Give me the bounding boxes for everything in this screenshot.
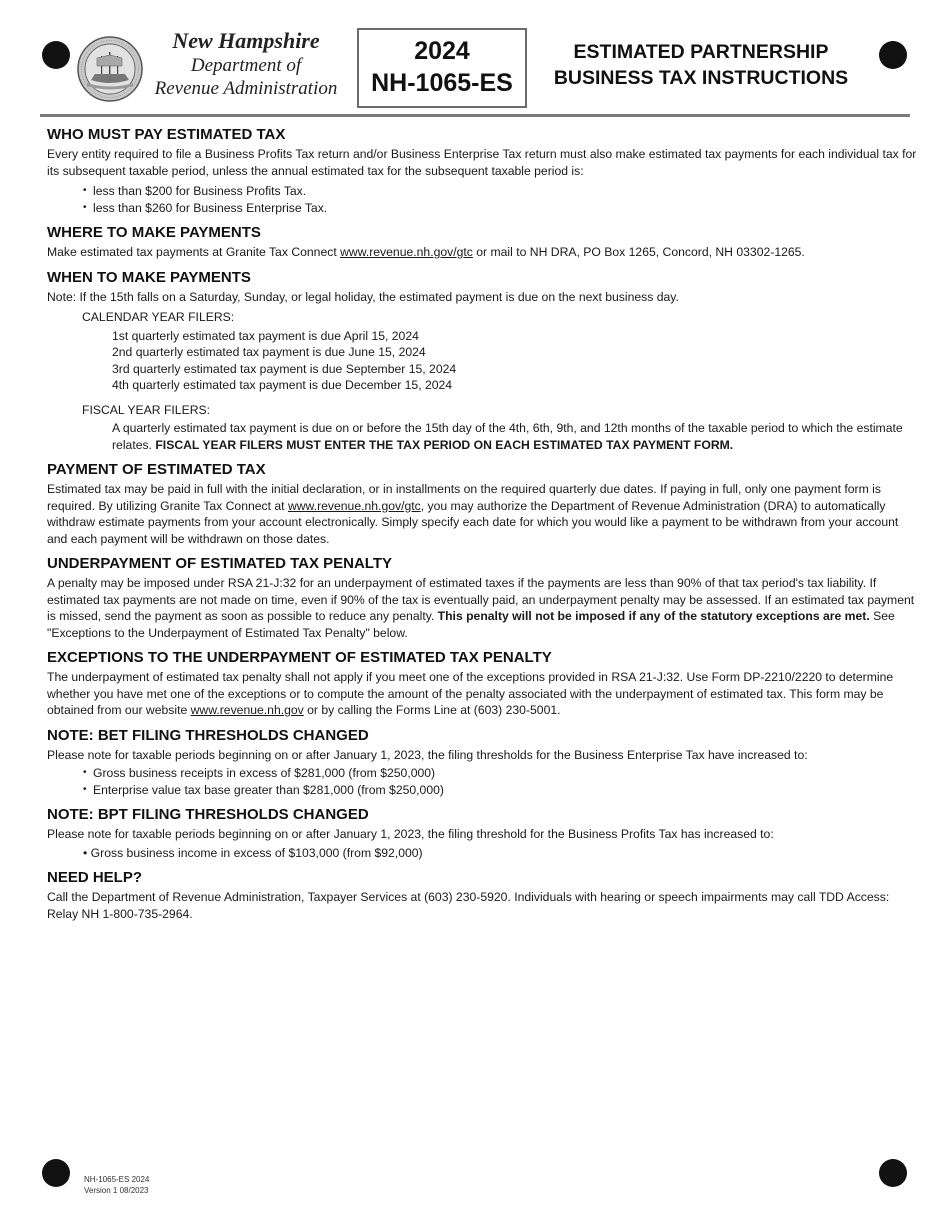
text-run: , you may authorize the Department of Revenue Administration (DRA) to automatically withdraw estimate payments from your account electronically. Simply specify each date for which you would like a payment to be withdrawn from your account and each payment will be withdrawn on those dates. <box>47 498 899 546</box>
footer-form-id: NH-1065-ES 2024 <box>84 1175 150 1184</box>
form-number: NH-1065-ES <box>371 69 513 97</box>
section-body: Please note for taxable periods beginning on or after January 1, 2023, the filing threshold for the Business Profits Tax has increased to: <box>47 827 774 841</box>
registration-mark <box>879 41 907 69</box>
title-line: ESTIMATED PARTNERSHIP <box>573 41 829 63</box>
text-run: See "Exceptions to the Underpayment of Estimated Tax Penalty" below. <box>47 609 895 640</box>
section-body: Every entity required to file a Business Profits Tax return and/or Business Enterprise Tax return must also make estimated tax payments for each individual tax for its subsequent taxable period, unless the annual estimated tax for the subsequent taxable period is: <box>47 147 917 178</box>
text-run: A penalty may be imposed under RSA 21-J:32 for an underpayment of estimated taxes if the payments are less than 90% of that tax period's tax liability. If estimated tax payments are not made on time, even if 90% of the tax is eventually paid, an underpayment penalty may be assessed. If an estimated tax payment is missed, send the payment as soon as possible to reduce any penalty. <box>47 576 915 623</box>
section-heading: PAYMENT OF ESTIMATED TAX <box>47 461 266 478</box>
section-note: Note: If the 15th falls on a Saturday, Sunday, or legal holiday, the estimated payment is due on the next business day. <box>47 289 679 304</box>
section-heading: UNDERPAYMENT OF ESTIMATED TAX PENALTY <box>47 555 393 572</box>
section-body <box>47 669 919 719</box>
schedule-item: 1st quarterly estimated tax payment is due April 15, 2024 <box>112 328 419 343</box>
registration-mark <box>879 1159 907 1187</box>
calendar-schedule <box>112 328 919 394</box>
section-heading: NOTE: BPT FILING THRESHOLDS CHANGED <box>47 806 369 823</box>
schedule-item: 2nd quarterly estimated tax payment is due June 15, 2024 <box>112 345 426 359</box>
gtc-link[interactable]: www.revenue.nh.gov/gtc <box>287 498 421 513</box>
text-run: or by calling the Forms Line at (603) 230-5001. <box>303 703 561 717</box>
form-id-box <box>357 28 527 108</box>
text-run: or mail to NH DRA, PO Box 1265, Concord, NH 03302-1265. <box>472 245 805 259</box>
list-item: • less than $200 for Business Profits Tax. <box>83 183 919 200</box>
emphasis-text: FISCAL YEAR FILERS MUST ENTER THE TAX PERIOD ON EACH ESTIMATED TAX PAYMENT FORM. <box>155 437 734 452</box>
text-run: Make estimated tax payments at Granite Tax Connect <box>47 245 341 259</box>
schedule-item: 3rd quarterly estimated tax payment is due September 15, 2024 <box>112 361 457 376</box>
section-body <box>47 481 919 547</box>
bet-thresholds-section <box>47 725 919 799</box>
website-link[interactable]: www.revenue.nh.gov <box>190 703 304 717</box>
section-heading: NOTE: BET FILING THRESHOLDS CHANGED <box>47 726 369 744</box>
header-divider <box>40 114 910 117</box>
fiscal-filers-label: FISCAL YEAR FILERS: <box>82 402 211 417</box>
emphasis-text: This penalty will not be imposed if any of the statutory exceptions are met. <box>437 609 870 623</box>
list-item: • less than $260 for Business Enterprise Tax. <box>83 200 919 217</box>
registration-mark <box>42 41 70 69</box>
who-must-pay-section <box>47 124 919 216</box>
section-body <box>47 575 919 641</box>
list-item: • Enterprise value tax base greater than $281,000 (from $250,000) <box>83 782 919 799</box>
section-body: Please note for taxable periods beginning on or after January 1, 2023, the filing thresholds for the Business Enterprise Tax have increased to: <box>47 747 808 762</box>
text-run: The underpayment of estimated tax penalty shall not apply if you meet one of the exceptions provided in RSA 21-J:32. Use Form DP-2210/2220 to determine whether you have met one of the exceptions or to compute the amount of the penalty associated with the underpayment of estimated tax. This form may be obtained from our website <box>47 670 894 717</box>
section-body <box>47 244 919 261</box>
list-item: • Gross business receipts in excess of $281,000 (from $250,000) <box>83 765 919 782</box>
form-footer <box>84 1174 149 1196</box>
exceptions-section <box>47 647 919 719</box>
section-heading: EXCEPTIONS TO THE UNDERPAYMENT OF ESTIMATED TAX PENALTY <box>47 649 552 666</box>
page-title <box>540 39 862 91</box>
registration-mark <box>42 1159 70 1187</box>
department-name <box>142 28 350 100</box>
schedule-item: 4th quarterly estimated tax payment is due December 15, 2024 <box>112 378 453 392</box>
calendar-filers-label: CALENDAR YEAR FILERS: <box>82 310 235 324</box>
department-line: Department of <box>190 55 302 76</box>
bullet-list <box>47 183 919 216</box>
text-run: Estimated tax may be paid in full with the initial declaration, or in installments on the required quarterly due dates. If paying in full, only one payment form is required. By utilizing Granite Tax Connect at <box>47 482 881 513</box>
need-help-section <box>47 867 919 922</box>
section-heading: WHO MUST PAY ESTIMATED TAX <box>47 126 286 143</box>
section-heading: WHERE TO MAKE PAYMENTS <box>47 224 261 241</box>
section-heading: NEED HELP? <box>47 869 143 886</box>
form-year: 2024 <box>414 37 470 65</box>
when-to-pay-section <box>47 267 919 454</box>
text-run: A quarterly estimated tax payment is due on or before the 15th day of the 4th, 6th, 9th, and 12th months of the taxable period to which the estimate relates. <box>112 421 903 452</box>
state-name: New Hampshire <box>172 28 320 53</box>
section-heading: WHEN TO MAKE PAYMENTS <box>47 268 251 286</box>
fiscal-schedule <box>112 420 919 453</box>
title-line: BUSINESS TAX INSTRUCTIONS <box>553 67 849 89</box>
state-seal-icon <box>77 36 143 102</box>
payment-section <box>47 459 919 547</box>
where-to-pay-section <box>47 222 919 261</box>
gtc-link[interactable]: www.revenue.nh.gov/gtc <box>340 245 473 259</box>
bpt-thresholds-section <box>47 804 919 861</box>
bullet-list <box>47 765 919 798</box>
instructions-body <box>47 124 919 928</box>
footer-version: Version 1 08/2023 <box>84 1186 149 1195</box>
department-line: Revenue Administration <box>154 78 338 99</box>
underpayment-section <box>47 553 919 641</box>
list-item: • Gross business income in excess of $103,000 (from $92,000) <box>83 845 423 860</box>
section-body: Call the Department of Revenue Administration, Taxpayer Services at (603) 230-5920. Individuals with hearing or speech impairments may call TDD Access: Relay NH 1-800-735-2964. <box>47 890 890 921</box>
